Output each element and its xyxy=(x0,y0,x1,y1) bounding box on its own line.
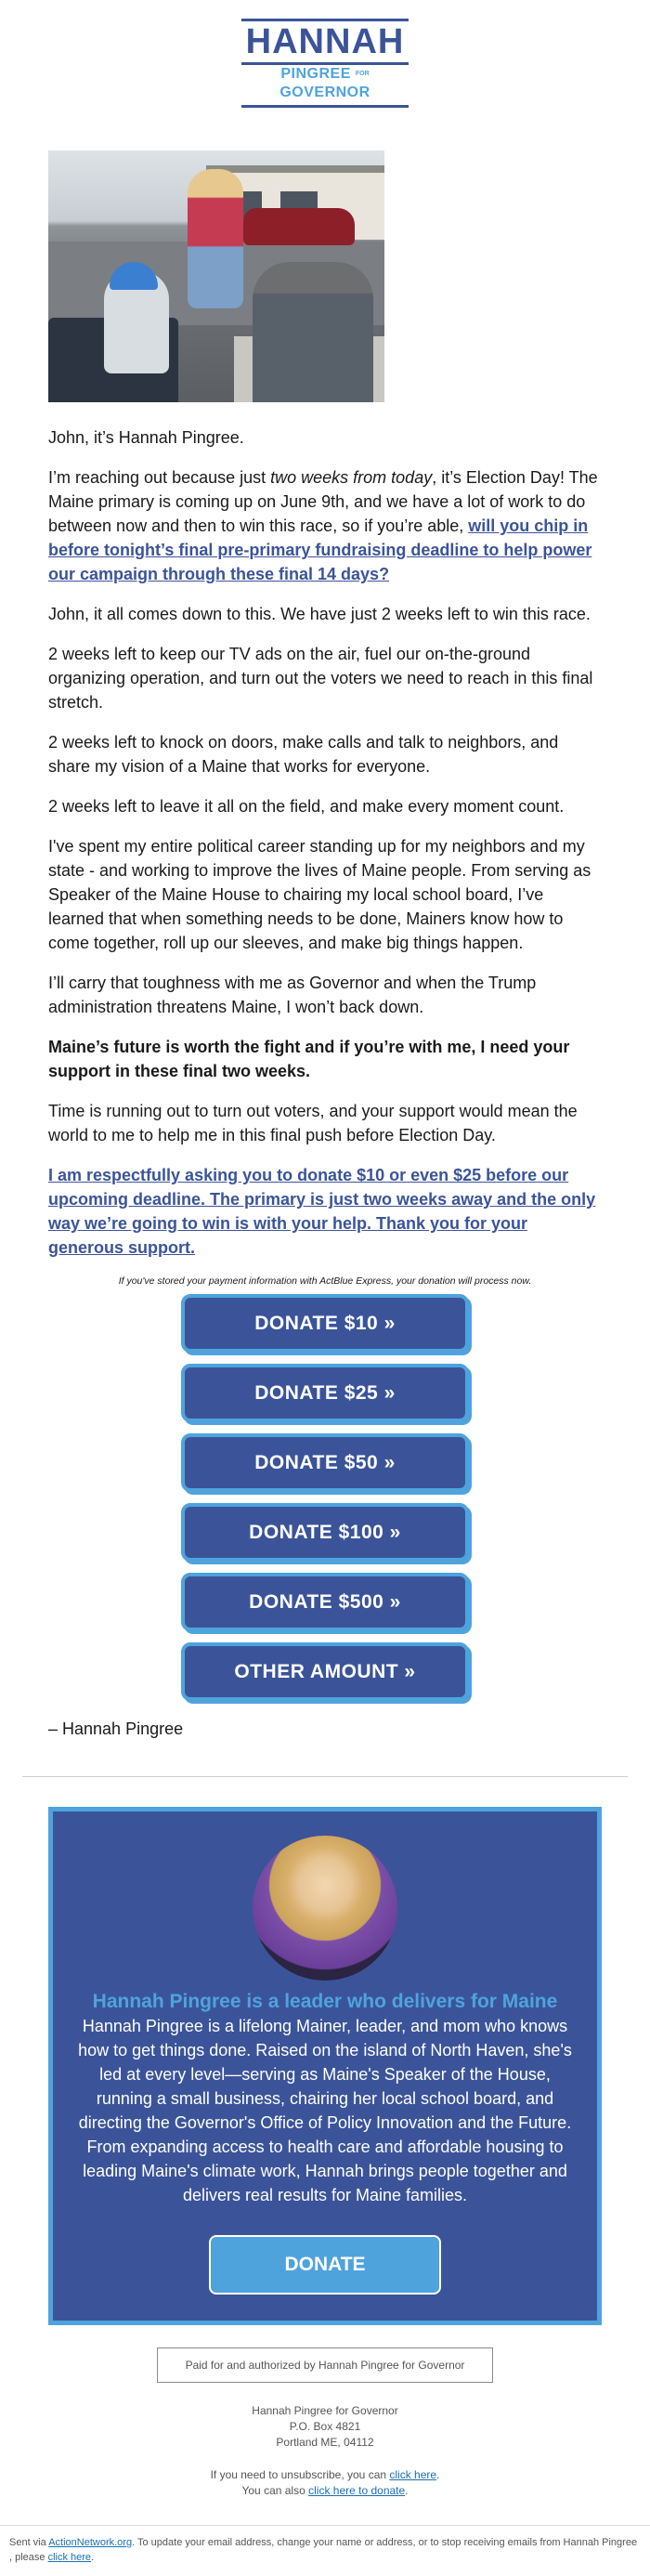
paragraph-tv-ads: 2 weeks left to keep our TV ads on the air, fuel our on-the-ground organizing operation, and turn out the voters we need to reach in this final stretch. xyxy=(48,645,593,713)
action-network-link[interactable]: ActionNetwork.org xyxy=(48,2537,133,2549)
bio-heading: Hannah Pingree is a leader who delivers for Maine xyxy=(92,1991,558,2013)
logo-sub-right: GOVERNOR xyxy=(280,85,370,101)
paragraph-doors: 2 weeks left to knock on doors, make calls and talk to neighbors, and share my vision of a Maine that works for everyone. xyxy=(48,733,559,777)
paragraph-time: Time is running out to turn out voters, and your support would mean the world to me to help me in this final push before Election Day. xyxy=(48,1102,578,1145)
unsubscribe-line xyxy=(0,2467,650,2483)
logo-name: HANNAH xyxy=(245,22,405,61)
photo-woman xyxy=(188,169,243,308)
candidate-avatar xyxy=(253,1836,397,1981)
address-line-2: P.O. Box 4821 xyxy=(289,2420,361,2434)
address-line-3: Portland ME, 04112 xyxy=(276,2436,374,2450)
hero-photo xyxy=(48,150,384,402)
section-divider xyxy=(22,1776,628,1777)
bio-text: Hannah Pingree is a lifelong Mainer, leader, and mom who knows how to get things done. Raised on the island of North Haven, she's led at every level—serving as Maine's Speaker of the House, running a small business, chairing her local school board, and directing the Governor's Office of Policy Innovation and the Future. From expanding access to health care and affordable housing to leading Maine's climate work, Hannah brings people together and delivers real results for Maine families. xyxy=(78,2017,572,2205)
chip-in-link[interactable]: will you chip in before tonight’s final pre-primary fundraising deadline to help power our campaign through these final 14 days? xyxy=(48,517,592,584)
bio-card xyxy=(48,1807,602,2325)
paragraph-intro xyxy=(48,465,602,586)
donate-500-button[interactable]: DONATE $500 » xyxy=(181,1573,469,1631)
manage-email-link[interactable]: click here xyxy=(47,2552,92,2564)
donate-25-button[interactable]: DONATE $25 » xyxy=(181,1364,469,1422)
intro-middle: , it’s Election Day! The Maine primary is coming up on June 9th, and we have a lot of work to do between now and then to win this race, so if you’re able, xyxy=(48,468,598,536)
paragraph-ask xyxy=(48,1163,602,1260)
logo-sub-left: PINGREE xyxy=(280,66,351,83)
campaign-logo xyxy=(241,19,409,108)
paragraph-future xyxy=(48,1035,602,1083)
intro-emphasis: two weeks from today xyxy=(270,468,433,488)
donate-10-button[interactable]: DONATE $10 » xyxy=(181,1294,469,1353)
email-body xyxy=(0,425,650,1739)
other-amount-button[interactable]: OTHER AMOUNT » xyxy=(181,1642,469,1701)
logo-subtitle xyxy=(241,65,409,105)
photo-car xyxy=(243,208,355,245)
donate-ask-link[interactable]: I am respectfully asking you to donate $10 or even $25 before our upcoming deadline. The primary is just two weeks away and the only way we’re going to win is with your help. Thank you for your generous support. xyxy=(48,1166,596,1258)
footer-donate-text: You can also xyxy=(241,2484,309,2498)
logo-bottom-rule xyxy=(241,105,409,108)
paragraph-comes-down: John, it all comes down to this. We have just 2 weeks left to win this race. xyxy=(48,605,591,624)
signoff: – Hannah Pingree xyxy=(48,1720,184,1739)
action-network-footer xyxy=(0,2525,650,2576)
footer-donate-line xyxy=(0,2483,650,2499)
unsubscribe-link[interactable]: click here xyxy=(389,2468,437,2482)
paid-for-box: Paid for and authorized by Hannah Pingree for Governor xyxy=(157,2347,493,2383)
unsubscribe-block xyxy=(0,2467,650,2499)
donate-buttons xyxy=(48,1294,602,1701)
greeting: John, it’s Hannah Pingree. xyxy=(48,428,244,448)
address-line-1: Hannah Pingree for Governor xyxy=(252,2404,398,2418)
bio-donate-button[interactable]: DONATE xyxy=(209,2235,441,2295)
actblue-note: If you've stored your payment information with ActBlue Express, your donation will process now. xyxy=(118,1275,532,1288)
paragraph-career: I've spent my entire political career standing up for my neighbors and my state - and working to improve the lives of Maine people. From serving as Speaker of the Maine House to chairing my local school board, I’ve learned that when something needs to be done, Mainers know how to come together, roll up our sleeves, and make big things happen. xyxy=(48,837,592,953)
footer-donate-link[interactable]: click here to donate xyxy=(308,2484,406,2498)
donate-50-button[interactable]: DONATE $50 » xyxy=(181,1433,469,1492)
paragraph-field: 2 weeks left to leave it all on the field, and make every moment count. xyxy=(48,797,565,817)
unsubscribe-text: If you need to unsubscribe, you can xyxy=(210,2468,390,2482)
action-text: . To update your email address, change your name or address, or to stop receiving emails from Hannah Pingree , please xyxy=(9,2537,638,2564)
action-sent-text: Sent via xyxy=(9,2537,49,2549)
logo-sub-for: FOR xyxy=(355,71,370,77)
action-end: . xyxy=(91,2552,95,2564)
unsubscribe-end: . xyxy=(436,2468,440,2482)
photo-man xyxy=(253,262,373,402)
donate-100-button[interactable]: DONATE $100 » xyxy=(181,1503,469,1562)
footer-donate-end: . xyxy=(405,2484,409,2498)
intro-start: I’m reaching out because just xyxy=(48,468,271,488)
future-bold: Maine’s future is worth the fight and if you’re with me, I need your support in these final two weeks. xyxy=(48,1038,570,1081)
mailing-address xyxy=(0,2403,650,2451)
paragraph-toughness: I’ll carry that toughness with me as Governor and when the Trump administration threatens Maine, I won’t back down. xyxy=(48,974,537,1017)
